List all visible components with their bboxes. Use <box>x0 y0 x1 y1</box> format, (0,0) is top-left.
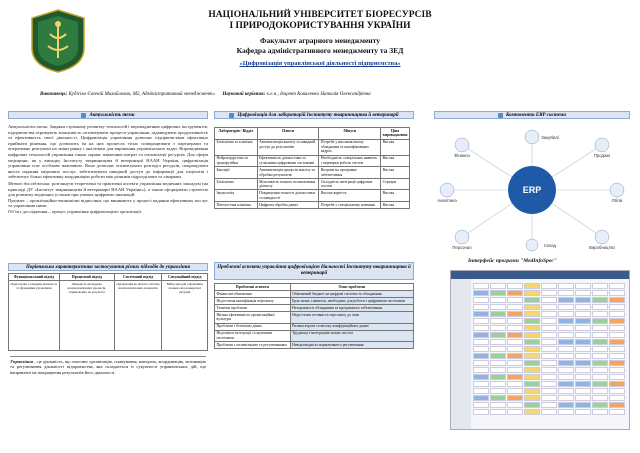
table-row: Проблеми з оптимізацією та регулюванням Невідповідність нормативного регулювання <box>215 341 414 348</box>
schedule-cell <box>592 381 608 387</box>
approach-header: Ситуаційний підхід <box>162 274 208 281</box>
schedule-cell <box>524 339 540 345</box>
problems-header-description: Опис проблеми <box>290 284 413 291</box>
schedule-cell <box>575 325 591 331</box>
schedule-cell <box>507 402 523 408</box>
schedule-cell <box>558 374 574 380</box>
author-label: Виконавець: <box>40 92 68 97</box>
schedule-cell <box>507 304 523 310</box>
schedule-cell <box>541 339 557 345</box>
schedule-cell <box>541 290 557 296</box>
schedule-cell <box>490 346 506 352</box>
problems-section-bar: Проблемні аспекти управління цифровізацією діяльності Інституту тваринництва й ветеринарії <box>214 262 414 280</box>
schedule-cell <box>541 388 557 394</box>
schedule-cell <box>558 346 574 352</box>
schedule-cell <box>490 409 506 415</box>
schedule-cell <box>490 290 506 296</box>
schedule-cell <box>473 311 489 317</box>
definition-text: – це діяльність, що охоплює організацію, планування, контроль, координацію, мотивацію та регулювання діяльності підприємства, яка складається із сукупності управлінських дій, що направлені на покращення результатів його діяльності. <box>10 359 206 375</box>
schedule-cell <box>507 353 523 359</box>
schedule-cell <box>541 311 557 317</box>
schedule-cell <box>507 339 523 345</box>
schedule-cell <box>575 388 591 394</box>
section-icon <box>229 113 234 118</box>
schedule-cell <box>541 325 557 331</box>
lab-header-pros: Плюси <box>257 128 319 140</box>
goal-text: розглянути теоретичні та практичні аспекти управління медичних закладом (на прикладі ДУ «Інститут тваринництва й ветеринарії НААН України»), а також сформувати стратегію для розвитку медичних установ при умовах цифрових інновацій. <box>8 180 208 198</box>
schedule-cell <box>558 332 574 338</box>
university-name-line1: НАЦІОНАЛЬНИЙ УНІВЕРСИТЕТ БІОРЕСУРСІВ <box>208 10 432 20</box>
schedule-cell <box>473 325 489 331</box>
schedule-cell <box>507 311 523 317</box>
schedule-cell <box>524 395 540 401</box>
schedule-cell <box>541 353 557 359</box>
lab-table-container <box>214 127 410 209</box>
approach-header: Системний підхід <box>114 274 161 281</box>
interface-caption: Інтерфейс програми "MedInfoSpec" <box>468 258 557 264</box>
table-row: Проблеми з безпекою даних Ризики втрати та витоку конфіденційних даних <box>215 323 414 330</box>
schedule-cell <box>541 367 557 373</box>
schedule-cell <box>558 325 574 331</box>
schedule-cell <box>592 339 608 345</box>
table-row: Поділ праці за видами діяльності та функціями управління Діяльність як мережа взаємопов'язаних процесів, спрямованих на результат Організація як цілісна система взаємопов'язаних елементів Вибір методів управління залежно від конкретної ситуації <box>9 281 208 351</box>
erp-module-label: Продажі <box>593 153 611 158</box>
table-row: Імунологія Покращення точності діагностики та швидкості Висока вартість Висока <box>215 190 410 202</box>
schedule-cell <box>609 353 625 359</box>
schedule-cell <box>507 409 523 415</box>
erp-module-label: Облік <box>611 198 623 203</box>
schedule-cell <box>507 367 523 373</box>
schedule-cell <box>524 332 540 338</box>
schedule-cell <box>575 395 591 401</box>
schedule-cell <box>473 367 489 373</box>
schedule-cell <box>609 332 625 338</box>
university-name-line2: І ПРИРОДОКОРИСТУВАННЯ УКРАЇНИ <box>229 21 411 31</box>
schedule-cell <box>592 311 608 317</box>
table-row: Недоліки в інтеграції з існуючими системами Труднощі з інтеграцією нових систем <box>215 330 414 341</box>
schedule-cell <box>473 318 489 324</box>
schedule-cell <box>524 353 540 359</box>
schedule-cell <box>490 381 506 387</box>
approaches-table-container <box>8 273 208 351</box>
schedule-cell <box>524 283 540 289</box>
schedule-cell <box>609 304 625 310</box>
schedule-cell <box>541 283 557 289</box>
schedule-cell <box>609 283 625 289</box>
schedule-cell <box>558 395 574 401</box>
approaches-table <box>8 273 208 351</box>
schedule-cell <box>558 339 574 345</box>
schedule-cell <box>524 409 540 415</box>
schedule-cell <box>575 367 591 373</box>
schedule-cell <box>558 402 574 408</box>
schedule-cell <box>524 367 540 373</box>
erp-module-label: Виробництво <box>589 245 615 250</box>
definition-lead: Управління <box>10 359 33 364</box>
schedule-cell <box>609 311 625 317</box>
schedule-cell <box>473 304 489 310</box>
schedule-cell <box>490 283 506 289</box>
schedule-cell <box>541 360 557 366</box>
schedule-cell <box>575 402 591 408</box>
schedule-cell <box>609 367 625 373</box>
table-row: Фінансові обмеження Обмежений бюджет на цифрові системи та обладнання <box>215 291 414 298</box>
schedule-cell <box>575 360 591 366</box>
schedule-cell <box>575 374 591 380</box>
schedule-cell <box>473 409 489 415</box>
schedule-cell <box>558 304 574 310</box>
goal-lead: Метою дослідження: <box>8 180 51 186</box>
schedule-cell <box>473 332 489 338</box>
erp-module-label: Склад <box>543 243 557 248</box>
table-row: Низька ефективність організаційної культури Недостатня готовність персоналу до змін <box>215 312 414 323</box>
schedule-cell <box>609 402 625 408</box>
schedule-cell <box>490 297 506 303</box>
schedule-cell <box>490 304 506 310</box>
schedule-cell <box>609 339 625 345</box>
schedule-cell <box>609 395 625 401</box>
schedule-cell <box>524 381 540 387</box>
schedule-cell <box>507 332 523 338</box>
schedule-cell <box>575 332 591 338</box>
schedule-cell <box>541 297 557 303</box>
schedule-cell <box>473 395 489 401</box>
schedule-cell <box>473 339 489 345</box>
schedule-cell <box>592 332 608 338</box>
schedule-cell <box>507 346 523 352</box>
schedule-cell <box>541 318 557 324</box>
schedule-cell <box>575 311 591 317</box>
schedule-cell <box>558 381 574 387</box>
schedule-cell <box>609 388 625 394</box>
schedule-cell <box>507 283 523 289</box>
schedule-cell <box>592 367 608 373</box>
problems-header-aspect: Проблемні аспекти <box>215 284 291 291</box>
erp-components-diagram <box>432 125 632 255</box>
schedule-cell <box>524 304 540 310</box>
schedule-cell <box>490 339 506 345</box>
schedule-cell <box>490 325 506 331</box>
schedule-cell <box>507 374 523 380</box>
schedule-cell <box>473 381 489 387</box>
table-row: Біохімічна Можливість точного встановлення діагнозу Складність інтеграції цифрових систем Середня <box>215 178 410 190</box>
schedule-cell <box>490 374 506 380</box>
authors-line <box>40 92 620 97</box>
schedule-cell <box>524 297 540 303</box>
schedule-cell <box>609 374 625 380</box>
schedule-cell <box>558 367 574 373</box>
schedule-cell <box>558 388 574 394</box>
schedule-cell <box>490 332 506 338</box>
schedule-cell <box>473 283 489 289</box>
schedule-cell <box>558 297 574 303</box>
schedule-cell <box>541 304 557 310</box>
approaches-section-bar: Порівняльна характеристика застосування різних підходів до управління <box>8 263 208 271</box>
problems-table <box>214 283 414 349</box>
schedule-cell <box>575 304 591 310</box>
department-name: Кафедра адміністративного менеджменту та ЗЕД <box>236 46 404 55</box>
schedule-cell <box>473 346 489 352</box>
schedule-cell <box>524 290 540 296</box>
schedule-cell <box>609 290 625 296</box>
software-sidebar <box>451 279 471 429</box>
schedule-cell <box>524 325 540 331</box>
schedule-cell <box>473 374 489 380</box>
schedule-cell <box>473 402 489 408</box>
poster-title: «Цифровізація управлінської діяльності підприємства» <box>239 60 401 67</box>
relevance-lead: Актуальність теми. <box>8 124 49 129</box>
schedule-cell <box>490 367 506 373</box>
schedule-cell <box>473 360 489 366</box>
faculty-name: Факультет аграрного менеджменту <box>260 36 380 45</box>
lab-header-dept: Лабораторія / Відділ <box>215 128 258 140</box>
schedule-cell <box>558 318 574 324</box>
schedule-cell <box>524 318 540 324</box>
problems-table-container <box>214 283 414 349</box>
supervisor-label: Науковий керівник: <box>222 92 266 97</box>
schedule-cell <box>507 395 523 401</box>
schedule-cell <box>524 360 540 366</box>
schedule-cell <box>575 318 591 324</box>
schedule-cell <box>541 346 557 352</box>
schedule-grid <box>473 283 625 425</box>
schedule-cell <box>609 360 625 366</box>
schedule-cell <box>592 388 608 394</box>
schedule-cell <box>541 374 557 380</box>
table-row: Патологічна клінічна Цифрова обробка даних Потреба у спеціальному навчанні Висока <box>215 202 410 209</box>
schedule-cell <box>507 388 523 394</box>
schedule-cell <box>524 346 540 352</box>
section-icon <box>81 113 86 118</box>
relevance-body: Завдяки стрімкому розвитку технологій і впровадженню цифрових інструментів, підприємства отримують можливість оптимізувати процеси управління, підвищувати продуктивність та ефективність своєї діяльності. Цифровізація управління дозволяє підприємствам ефективно приймати рішення, що дозволить їм на цих процесах тісно співпрацювати з партнерами та оперативно реагувати на зміни ринку і аналітики для вирішення управлінських задач. Впровадження цифрових технологій управління також сприяє зниженню витрат та оптимізації ресурсів. Для сфери медицини, як у випадку Інституту тваринництва й ветеринарії НААН України, цифровізація управління стає особливо важливою. Вона дозволяє оптимізувати розподіл ресурсів, покращувати якість надання медичних послуг, забезпечувати швидкий доступ до інформації для пацієнтів і забезпечує більш ефективну координацію роботи між різними підрозділами та лікарями. <box>8 124 208 180</box>
lab-header-cons: Мінуси <box>319 128 381 140</box>
schedule-cell <box>592 395 608 401</box>
schedule-cell <box>592 325 608 331</box>
schedule-cell <box>541 395 557 401</box>
schedule-cell <box>575 346 591 352</box>
schedule-cell <box>609 297 625 303</box>
schedule-cell <box>558 353 574 359</box>
schedule-cell <box>507 297 523 303</box>
erp-module-label: Закупівлі <box>541 135 559 140</box>
schedule-cell <box>524 402 540 408</box>
schedule-cell <box>524 311 540 317</box>
schedule-cell <box>490 311 506 317</box>
schedule-cell <box>473 388 489 394</box>
schedule-cell <box>507 318 523 324</box>
table-row: Бактерії Автоматизація процесів аналізу та обробки результатів Витрати на програмне забезпечення Висока <box>215 167 410 179</box>
schedule-cell <box>507 325 523 331</box>
schedule-cell <box>575 381 591 387</box>
table-row: Недостатня кваліфікація персоналу Брак знань і навичок, необхідних для роботи з цифровими системами <box>215 298 414 305</box>
schedule-cell <box>507 290 523 296</box>
erp-section-bar: Компоненти ERP системи <box>434 111 630 119</box>
schedule-cell <box>541 409 557 415</box>
software-header-bar <box>451 271 629 279</box>
schedule-cell <box>473 290 489 296</box>
relevance-section-bar: Актуальність теми <box>8 111 208 119</box>
schedule-cell <box>524 374 540 380</box>
poster-header <box>100 10 540 67</box>
schedule-cell <box>592 304 608 310</box>
lab-table <box>214 127 410 209</box>
schedule-cell <box>490 395 506 401</box>
schedule-cell <box>490 353 506 359</box>
relevance-text <box>8 124 208 215</box>
schedule-cell <box>592 318 608 324</box>
software-interface-screenshot <box>450 270 630 430</box>
management-definition <box>10 356 206 375</box>
schedule-cell <box>558 311 574 317</box>
schedule-cell <box>592 353 608 359</box>
approach-header: Процесний підхід <box>59 274 114 281</box>
schedule-cell <box>541 381 557 387</box>
schedule-cell <box>575 353 591 359</box>
schedule-cell <box>592 409 608 415</box>
schedule-cell <box>541 402 557 408</box>
schedule-cell <box>609 325 625 331</box>
schedule-cell <box>592 283 608 289</box>
erp-center-label: ERP <box>522 185 542 195</box>
schedule-cell <box>609 346 625 352</box>
supervisor-name: к.е.н., доцент Коваленко Наталія Олександрівна <box>266 92 371 97</box>
schedule-cell <box>473 353 489 359</box>
schedule-cell <box>575 297 591 303</box>
author-name: Кудісіко Євгеній Михайлович, М2, Адміністративний менеджмент» <box>68 92 215 97</box>
schedule-cell <box>592 374 608 380</box>
section-icon <box>498 113 503 118</box>
schedule-cell <box>490 318 506 324</box>
schedule-cell <box>609 318 625 324</box>
schedule-cell <box>575 290 591 296</box>
schedule-cell <box>490 402 506 408</box>
table-row: Технічні проблеми Несправності обладнання та програмного забезпечення <box>215 305 414 312</box>
table-row: Біохімічна та клінічна Автоматизація аналізу та швидкий доступ до результатів Потреба у високоякісному обладнанні та кваліфікованих кадрах Висока <box>215 139 410 155</box>
schedule-cell <box>575 409 591 415</box>
schedule-cell <box>592 360 608 366</box>
object-text: Об’єкт дослідження – процес управління цифровізацією організації. <box>8 208 143 214</box>
lab-header-cost: Ціна впровадження <box>381 128 410 140</box>
schedule-cell <box>609 409 625 415</box>
table-row: Нейрохірургічна та трансфузійна Ефективність діагностики за сучасними цифровими системами Необхідність спеціальних навичок і перевірки роботи систем Висока <box>215 155 410 167</box>
digitalization-section-bar: Цифровізація для лабораторій Інституту тваринництва й ветеринарії <box>214 111 414 119</box>
erp-module-label: Фінанси <box>454 153 470 158</box>
schedule-cell <box>592 297 608 303</box>
schedule-cell <box>473 297 489 303</box>
erp-module-label: Персонал <box>452 245 472 250</box>
schedule-cell <box>592 346 608 352</box>
schedule-cell <box>490 360 506 366</box>
schedule-cell <box>558 409 574 415</box>
university-logo <box>28 8 88 74</box>
erp-module-label: Аналітика <box>437 198 457 203</box>
schedule-cell <box>575 339 591 345</box>
schedule-cell <box>558 360 574 366</box>
schedule-cell <box>575 283 591 289</box>
schedule-cell <box>507 360 523 366</box>
schedule-cell <box>592 290 608 296</box>
schedule-cell <box>524 388 540 394</box>
schedule-cell <box>592 402 608 408</box>
schedule-cell <box>490 388 506 394</box>
schedule-cell <box>507 381 523 387</box>
schedule-cell <box>609 381 625 387</box>
subject-text: Предмет – організаційно-економічні відносини, що виникають у процесі надання ефективних послуг та управління ними. <box>8 197 208 209</box>
schedule-cell <box>558 283 574 289</box>
schedule-cell <box>541 332 557 338</box>
approach-header: Функціональний підхід <box>9 274 60 281</box>
schedule-cell <box>558 290 574 296</box>
